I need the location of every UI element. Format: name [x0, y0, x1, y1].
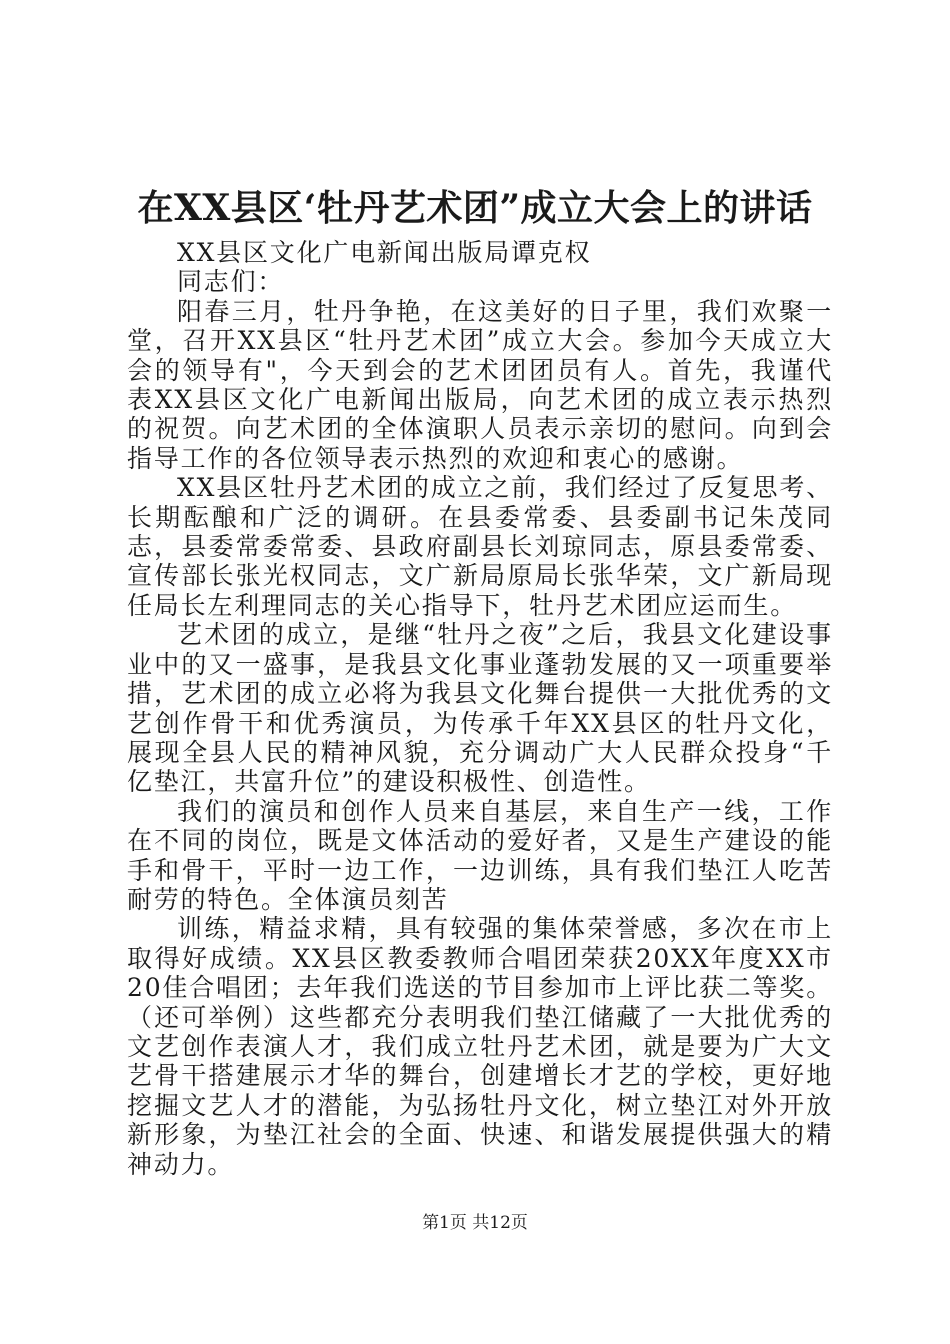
body-paragraph-2: XX县区牡丹艺术团的成立之前，我们经过了反复思考、长期酝酿和广泛的调研。在县委常委、县委副书记朱茂同志，县委常委常委、县政府副县长刘琼同志，原县委常委、宣传部长张光权同志，文广新局原局长张华荣，文广新局现任局长左利理同志的关心指导下，牡丹艺术团应运而生。 [127, 473, 833, 620]
author-line: XX县区文化广电新闻出版局谭克权 [177, 238, 592, 267]
page-number-footer: 第1页 共12页 [422, 1213, 528, 1233]
body-paragraph-3: 艺术团的成立，是继“牡丹之夜”之后，我县文化建设事业中的又一盛事，是我县文化事业蓬勃发展的又一项重要举措，艺术团的成立必将为我县文化舞台提供一大批优秀的文艺创作骨干和优秀演员，为传承千年XX县区的牡丹文化，展现全县人民的精神风貌，充分调动广大人民群众投身“千亿垫江，共富升位”的建设积极性、创造性。 [127, 620, 833, 797]
salutation: 同志们： [177, 267, 285, 297]
body-paragraph-5: 训练，精益求精，具有较强的集体荣誉感，多次在市上取得好成绩。XX县区教委教师合唱团荣获20XX年度XX市20佳合唱团；去年我们选送的节目参加市上评比获二等奖。（还可举例）这些都充分表明我们垫江储藏了一大批优秀的文艺创作表演人才，我们成立牡丹艺术团，就是要为广大文艺骨干搭建展示才华的舞台，创建增长才艺的学校，更好地挖掘文艺人才的潜能，为弘扬牡丹文化，树立垫江对外开放新形象，为垫江社会的全面、快速、和谐发展提供强大的精神动力。 [127, 914, 833, 1179]
body-paragraph-1: 阳春三月，牡丹争艳，在这美好的日子里，我们欢聚一堂，召开XX县区“牡丹艺术团”成立大会。参加今天成立大会的领导有"，今天到会的艺术团团员有人。首先，我谨代表XX县区文化广电新闻出版局，向艺术团的成立表示热烈的祝贺。向艺术团的全体演职人员表示亲切的慰问。向到会指导工作的各位领导表示热烈的欢迎和衷心的感谢。 [127, 296, 833, 473]
document-title: 在XX县区‘牡丹艺术团”成立大会上的讲话 [137, 187, 813, 229]
document-body [127, 238, 833, 1179]
body-paragraph-4: 我们的演员和创作人员来自基层，来自生产一线，工作在不同的岗位，既是文体活动的爱好者，又是生产建设的能手和骨干，平时一边工作，一边训练，具有我们垫江人吃苦耐劳的特色。全体演员刻苦 [127, 796, 833, 914]
